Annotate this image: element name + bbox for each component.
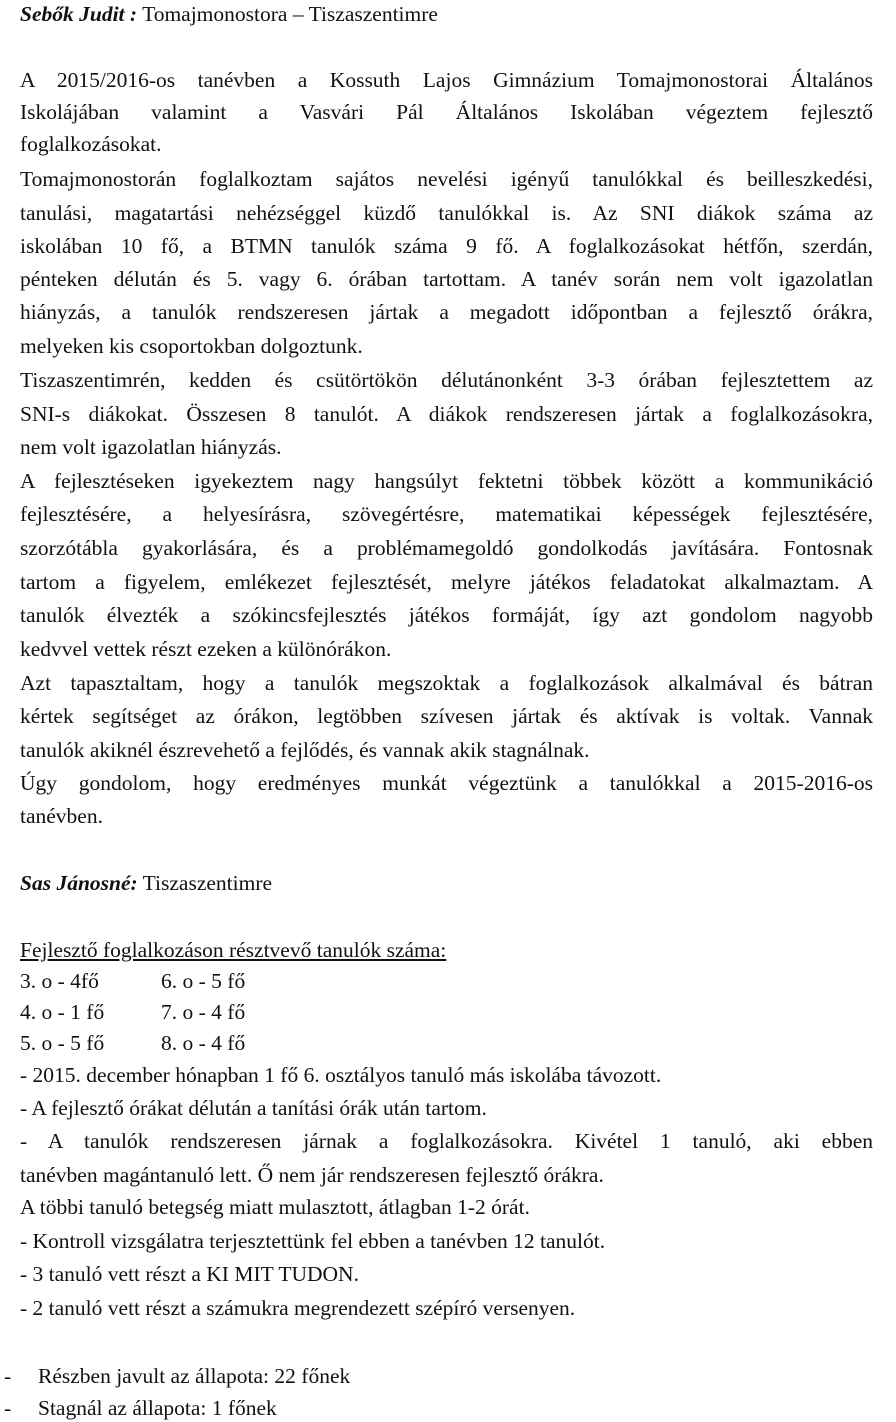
- grade-count: 5. o - 5 fő: [20, 1031, 105, 1055]
- bullet-marker: -: [4, 1396, 12, 1420]
- section1-line: Tiszaszentimrén, kedden és csütörtökön délutánonként 3-3 órában fejlesztettem az: [20, 368, 873, 392]
- bullet-marker: -: [4, 1364, 12, 1388]
- grade-count: 4. o - 1 fő: [20, 1000, 105, 1024]
- section1-line: kedvvel vettek részt ezeken a különórákon.: [20, 637, 392, 661]
- bullet-text: Részben javult az állapota: 22 főnek: [38, 1364, 351, 1388]
- section1-line: tanulási, magatartási nehézséggel küzdő tanulókkal is. Az SNI diákok száma az: [20, 201, 873, 225]
- section1-line: tartom a figyelem, emlékezet fejlesztését, melyre játékos feladatokat alkalmaztam. A: [20, 570, 873, 594]
- section1-header: [20, 4, 438, 26]
- section1-line: Tomajmonostorán foglalkoztam sajátos nevelési igényű tanulókkal és beilleszkedési,: [20, 167, 873, 191]
- note-line: - 2 tanuló vett részt a számukra megrendezett szépíró versenyen.: [20, 1296, 576, 1320]
- section1-line: nem volt igazolatlan hiányzás.: [20, 435, 282, 459]
- section1-line: Iskolájában valamint a Vasvári Pál Általános Iskolában végeztem fejlesztő: [20, 100, 873, 124]
- section1-line: Azt tapasztaltam, hogy a tanulók megszoktak a foglalkozások alkalmával és bátran: [20, 671, 873, 695]
- section1-line: hiányzás, a tanulók rendszeresen jártak a megadott időpontban a fejlesztő órákra,: [20, 300, 873, 324]
- section1-line: A 2015/2016-os tanévben a Kossuth Lajos Gimnázium Tomajmonostorai Általános: [20, 68, 873, 92]
- section1-line: melyeken kis csoportokban dolgoztunk.: [20, 334, 363, 358]
- note-line: - 3 tanuló vett részt a KI MIT TUDON.: [20, 1262, 359, 1286]
- section1-line: fejlesztésére, a helyesírásra, szövegértésre, matematikai képességek fejlesztésére,: [20, 502, 873, 526]
- section1-line: pénteken délután és 5. vagy 6. órában tartottam. A tanév során nem volt igazolatlan: [20, 267, 873, 291]
- section1-line: Úgy gondolom, hogy eredményes munkát végeztünk a tanulókkal a 2015-2016-os: [20, 771, 873, 795]
- grade-count: 6. o - 5 fő: [161, 969, 246, 993]
- section1-line: tanulók élvezték a szókincsfejlesztés játékos formáját, így azt gondolom nagyobb: [20, 603, 873, 627]
- note-line: - 2015. december hónapban 1 fő 6. osztályos tanuló más iskolába távozott.: [20, 1063, 662, 1087]
- note-line: tanévben magántanuló lett. Ő nem jár rendszeresen fejlesztő órákra.: [20, 1163, 604, 1187]
- participants-heading: Fejlesztő foglalkozáson résztvevő tanulók száma:: [20, 938, 447, 962]
- section1-location: Tomajmonostora – Tiszaszentimre: [137, 2, 438, 26]
- section1-line: tanulók akiknél észrevehető a fejlődés, és vannak akik stagnálnak.: [20, 738, 590, 762]
- section1-author: Sebők Judit :: [20, 2, 138, 26]
- section1-line: SNI-s diákokat. Összesen 8 tanulót. A diákok rendszeresen jártak a foglalkozásokra,: [20, 402, 873, 426]
- bullet-text: Stagnál az állapota: 1 főnek: [38, 1396, 277, 1420]
- section1-line: kértek segítséget az órákon, legtöbben szívesen jártak és aktívak is voltak. Vannak: [20, 704, 873, 728]
- note-line: - A tanulók rendszeresen járnak a foglalkozásokra. Kivétel 1 tanuló, aki ebben: [20, 1129, 873, 1153]
- note-line: - Kontroll vizsgálatra terjesztettünk fel ebben a tanévben 12 tanulót.: [20, 1229, 606, 1253]
- section2-location: Tiszaszentimre: [137, 871, 273, 895]
- section1-line: tanévben.: [20, 804, 103, 828]
- grade-count: 3. o - 4fő: [20, 969, 99, 993]
- grade-count: 7. o - 4 fő: [161, 1000, 246, 1024]
- section1-line: A fejlesztéseken igyekeztem nagy hangsúlyt fektetni többek között a kommunikáció: [20, 469, 873, 493]
- section2-author: Sas Jánosné:: [20, 871, 138, 895]
- section2-header: [20, 873, 272, 895]
- section1-line: iskolában 10 fő, a BTMN tanulók száma 9 fő. A foglalkozásokat hétfőn, szerdán,: [20, 234, 873, 258]
- note-line: - A fejlesztő órákat délután a tanítási órák után tartom.: [20, 1096, 487, 1120]
- section1-line: szorzótábla gyakorlására, és a problémamegoldó gondolkodás javítására. Fontosnak: [20, 536, 873, 560]
- section1-line: foglalkozásokat.: [20, 132, 162, 156]
- note-line: A többi tanuló betegség miatt mulasztott, átlagban 1-2 órát.: [20, 1195, 530, 1219]
- grade-count: 8. o - 4 fő: [161, 1031, 246, 1055]
